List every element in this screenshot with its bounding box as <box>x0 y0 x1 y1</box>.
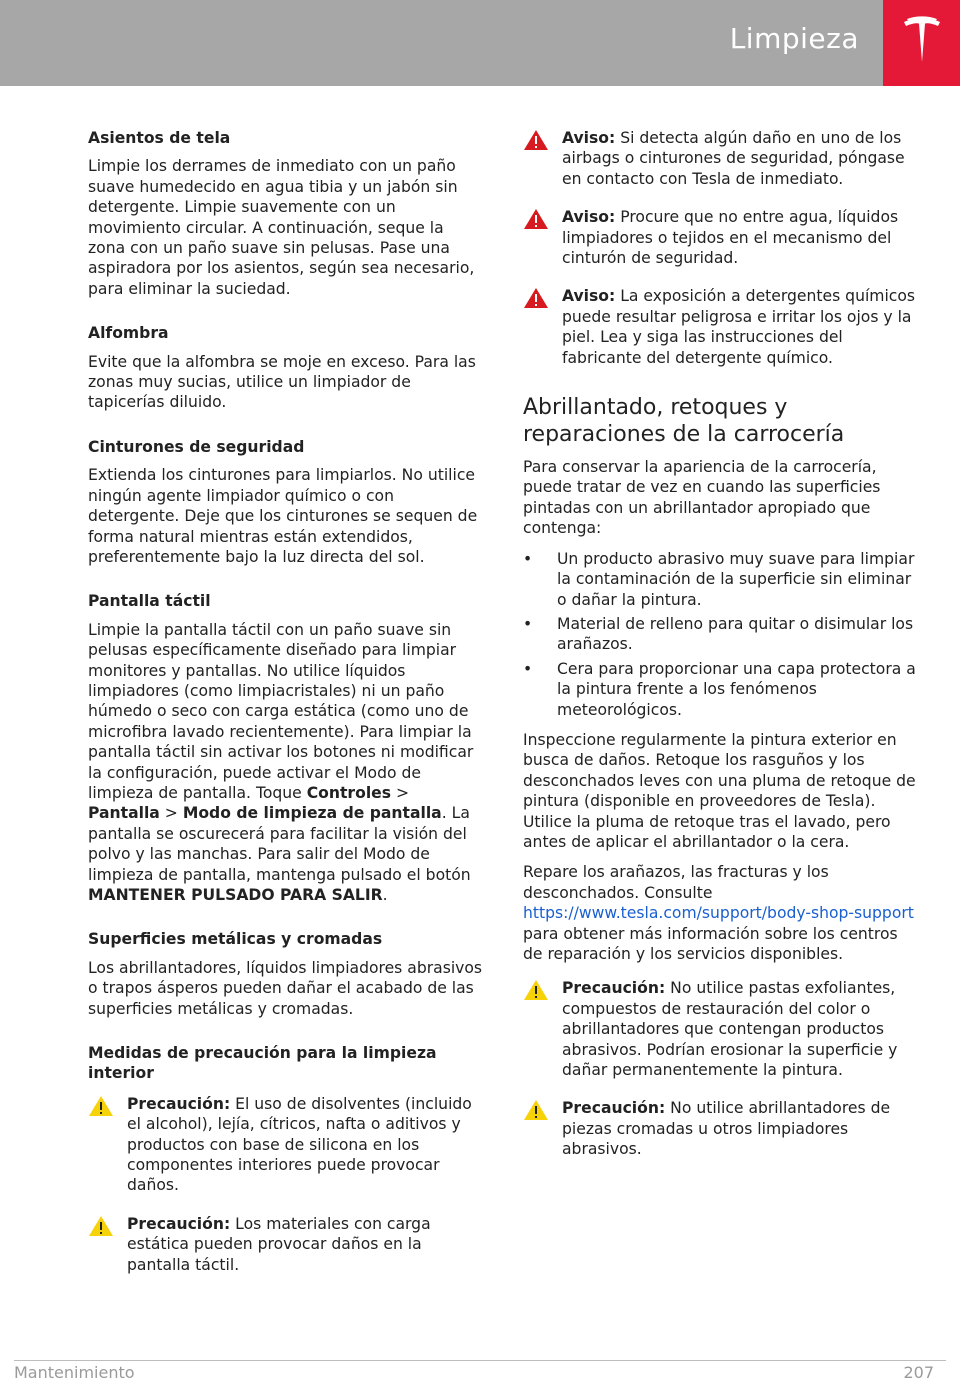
path-separator: > <box>391 783 410 802</box>
list-item <box>523 659 918 720</box>
ui-button-name: MANTENER PULSADO PARA SALIR <box>88 886 383 904</box>
brand-logo <box>883 0 960 86</box>
list-item-text: Cera para proporcionar una capa protectora a la pintura frente a los fenómenos meteorológicos. <box>557 659 916 719</box>
section-text: Los abrillantadores, líquidos limpiadores abrasivos o trapos ásperos pueden dañar el acabado de las superficies metálicas y cromadas. <box>88 958 483 1018</box>
page-number: 207 <box>903 1363 934 1382</box>
text-run: para obtener más información sobre los centros de reparación y los servicios disponibles. <box>523 924 898 963</box>
warning-label: Aviso: <box>562 287 616 306</box>
section-title: Cinturones de seguridad <box>88 437 305 456</box>
warning-note <box>523 207 918 268</box>
warning-text: Si detecta algún daño en uno de los airbags o cinturones de seguridad, póngase en contacto con Tesla de inmediato. <box>562 129 905 188</box>
section-title: Pantalla táctil <box>88 592 211 611</box>
left-column <box>88 128 483 1293</box>
section-metal-chrome <box>88 929 483 1019</box>
caution-note <box>523 1098 918 1159</box>
caution-note <box>88 1214 483 1275</box>
caution-text: No utilice pastas exfoliantes, compuestos de restauración del color o abrillantadores que contengan productos abrasivos. Podrían erosionar la superficie y dañar permanentemente la pintura. <box>562 979 898 1080</box>
section-seatbelts <box>88 437 483 567</box>
ui-path-display: Pantalla <box>88 804 160 823</box>
section-fabric-seats <box>88 128 483 299</box>
bullet: • <box>523 614 533 633</box>
section-title: Medidas de precaución para la limpieza interior <box>88 1044 437 1083</box>
warning-label: Aviso: <box>562 129 616 147</box>
caution-note <box>523 978 918 1080</box>
section-text: Evite que la alfombra se moje en exceso. Para las zonas muy sucias, utilice un limpiador de tapicerías diluido. <box>88 352 476 412</box>
bullet: • <box>523 659 533 678</box>
ui-path-screen-clean-mode: Modo de limpieza de pantalla <box>182 804 442 823</box>
bullet: • <box>523 549 533 568</box>
section-heading: Abrillantado, retoques y reparaciones de la carrocería <box>523 395 845 448</box>
text-run: Limpie la pantalla táctil con un paño suave sin pelusas específicamente diseñado para limpiar monitores y pantallas. No utilice líquidos limpiadores (como limpiacristales) ni un paño húmedo o seco con carga estática (como uno de microfibra lavado recientemente). Para limpiar la pantalla táctil sin activar los botones ni modificar la configuración, puede activar el Modo de limpieza de pantalla. Toque <box>88 620 474 802</box>
list-item-text: Material de relleno para quitar o disimular los arañazos. <box>557 614 914 654</box>
header-bar <box>0 0 883 86</box>
warning-triangle-icon <box>523 208 549 230</box>
caution-label: Precaución: <box>127 1094 231 1113</box>
section-text: Extienda los cinturones para limpiarlos. No utilice ningún agente limpiador químico o con detergente. Deje que los cinturones se sequen de forma natural mientras están extendidos, preferentemente bajo la luz directa del sol. <box>88 466 478 566</box>
section-text <box>88 620 483 906</box>
section-touchscreen <box>88 591 483 905</box>
intro-text: Para conservar la apariencia de la carrocería, puede tratar de vez en cuando las superficies pintadas con un abrillantador apropiado que contenga: <box>523 458 881 538</box>
caution-note <box>88 1094 483 1196</box>
warning-triangle-icon <box>523 287 549 309</box>
warning-text: Procure que no entre agua, líquidos limpiadores o tejidos en el mecanismo del cinturón de seguridad. <box>562 208 899 268</box>
polish-list <box>523 549 918 720</box>
section-text: Limpie los derrames de inmediato con un paño suave humedecido en agua tibia y un jabón sin detergente. Limpie suavemente con un movimiento circular. A continuación, seque la zona con un paño suave sin pelusas. Pase una aspiradora por los asientos, según sea necesario, para eliminar la suciedad. <box>88 157 475 298</box>
body-shop-support-link[interactable]: https://www.tesla.com/support/body-shop-support <box>523 904 914 923</box>
repair-text <box>523 862 918 964</box>
list-item <box>523 549 918 610</box>
footer-section-name: Mantenimiento <box>14 1363 135 1382</box>
section-title: Alfombra <box>88 324 169 343</box>
page-title: Limpieza <box>729 22 859 55</box>
caution-triangle-icon <box>523 1099 549 1121</box>
path-separator: > <box>159 804 183 823</box>
caution-text: El uso de disolventes (incluido el alcohol), lejía, cítricos, nafta o aditivos y productos con base de silicona en los componentes interiores puede provocar daños. <box>127 1094 472 1195</box>
caution-label: Precaución: <box>562 1099 666 1118</box>
tesla-logo-icon <box>901 16 943 68</box>
warning-text: La exposición a detergentes químicos puede resultar peligrosa e irritar los ojos y la piel. Lea y siga las instrucciones del fabricante del detergente químico. <box>562 287 916 367</box>
section-title: Asientos de tela <box>88 129 231 147</box>
ui-path-controls: Controles <box>306 783 392 802</box>
caution-triangle-icon <box>523 979 549 1001</box>
warning-label: Aviso: <box>562 208 616 227</box>
inspect-text: Inspeccione regularmente la pintura exterior en busca de daños. Retoque los rasguños y los desconchados leves con una pluma de retoque de pintura (disponible en proveedores de Tesla). Utilice la pluma de retoque tras el lavado, pero antes de aplicar el abrillantador o la cera. <box>523 730 916 851</box>
section-title: Superficies metálicas y cromadas <box>88 930 383 949</box>
list-item <box>523 614 918 655</box>
caution-text: No utilice abrillantadores de piezas cromadas u otros limpiadores abrasivos. <box>562 1099 891 1159</box>
footer-divider <box>14 1360 946 1361</box>
caution-label: Precaución: <box>127 1214 231 1233</box>
caution-triangle-icon <box>88 1095 114 1117</box>
warning-note <box>523 286 918 368</box>
text-run: . <box>382 886 388 904</box>
caution-text: Los materiales con carga estática pueden provocar daños en la pantalla táctil. <box>127 1214 431 1274</box>
right-column <box>523 128 918 1178</box>
section-carpet <box>88 323 483 413</box>
caution-triangle-icon <box>88 1215 114 1237</box>
warning-triangle-icon <box>523 129 549 151</box>
text-run: . La pantalla se oscurecerá para facilitar la visión del polvo y las manchas. Para salir del Modo de limpieza de pantalla, mantenga pulsado el botón <box>88 804 471 884</box>
caution-label: Precaución: <box>562 979 666 998</box>
text-run: Repare los arañazos, las fracturas y los desconchados. Consulte <box>523 863 829 902</box>
warning-note <box>523 128 918 189</box>
list-item-text: Un producto abrasivo muy suave para limpiar la contaminación de la superficie sin eliminar o dañar la pintura. <box>557 549 915 609</box>
